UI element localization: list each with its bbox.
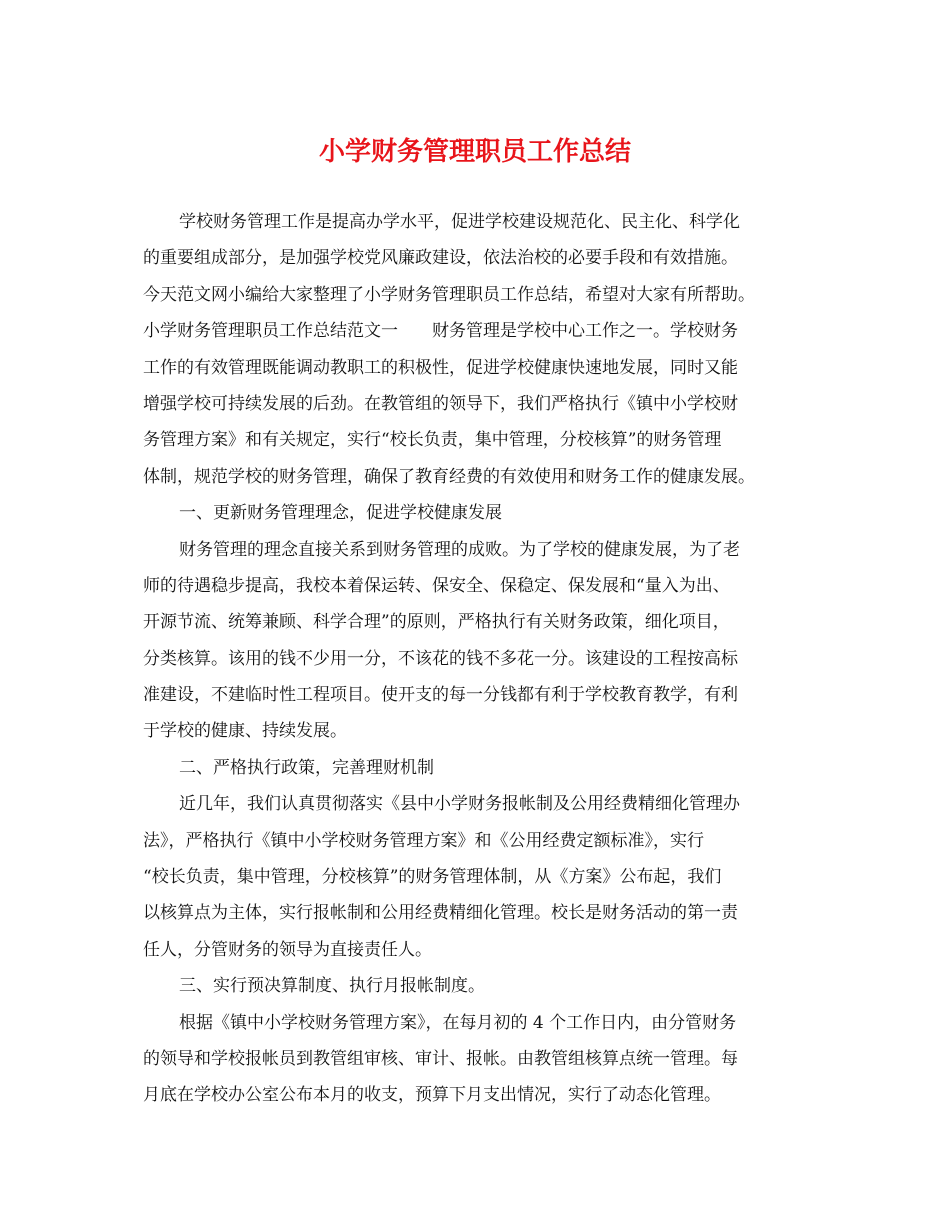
paragraph-line: 准建设，不建临时性工程项目。使开支的每一分钱都有利于学校教育教学，有利 — [143, 685, 738, 706]
paragraph-line: 近几年，我们认真贯彻落实《县中小学财务报帐制及公用经费精细化管理办 — [179, 794, 740, 815]
paragraph-line: 今天范文网小编给大家整理了小学财务管理职员工作总结，希望对大家有所帮助。 — [143, 284, 755, 305]
paragraph-line: 分类核算。该用的钱不少用一分，不该花的钱不多花一分。该建设的工程按高标 — [143, 648, 738, 669]
paragraph-line — [143, 313, 805, 349]
document-title: 小学财务管理职员工作总结 — [318, 137, 631, 167]
section-heading: 一、更新财务管理理念，促进学校健康发展 — [179, 503, 502, 524]
section-heading-sample-one: 小学财务管理职员工作总结范文一 — [143, 321, 398, 342]
paragraph-line: 任人，分管财务的领导为直接责任人。 — [143, 939, 432, 960]
paragraph-line: 工作的有效管理既能调动教职工的积极性，促进学校健康快速地发展，同时又能 — [143, 357, 738, 378]
paragraph-line: 法》，严格执行《镇中小学校财务管理方案》和《公用经费定额标准》，实行 — [143, 830, 704, 851]
paragraph-line: 务管理方案》和有关规定，实行“校长负责，集中管理，分校核算”的财务管理 — [143, 430, 722, 451]
paragraph-line: 开源节流、统筹兼顾、科学合理”的原则，严格执行有关财务政策，细化项目， — [143, 612, 730, 633]
paragraph-line: 师的待遇稳步提高，我校本着保运转、保安全、保稳定、保发展和“量入为出、 — [143, 575, 730, 596]
paragraph-line: 于学校的健康、持续发展。 — [143, 721, 347, 742]
paragraph-line: 学校财务管理工作是提高办学水平，促进学校建设规范化、民主化、科学化 — [179, 212, 740, 232]
section-heading: 二、严格执行政策，完善理财机制 — [179, 757, 434, 778]
paragraph-line: 月底在学校办公室公布本月的收支，预算下月支出情况，实行了动态化管理。 — [143, 1085, 721, 1106]
paragraph-line: 增强学校可持续发展的后劲。在教管组的领导下，我们严格执行《镇中小学校财 — [143, 393, 738, 414]
document-body — [143, 204, 805, 1114]
paragraph-text: 财务管理是学校中心工作之一。学校财务 — [432, 321, 738, 342]
paragraph-line: 根据《镇中小学校财务管理方案》，在每月初的 4 个工作日内，由分管财务 — [179, 1012, 737, 1033]
paragraph-line: 的领导和学校报帐员到教管组审核、审计、报帐。由教管组核算点统一管理。每 — [143, 1048, 738, 1069]
paragraph-line: 以核算点为主体，实行报帐制和公用经费精细化管理。校长是财务活动的第一责 — [143, 903, 738, 924]
paragraph-line: 财务管理的理念直接关系到财务管理的成败。为了学校的健康发展，为了老 — [179, 539, 740, 560]
paragraph-line: 体制，规范学校的财务管理，确保了教育经费的有效使用和财务工作的健康发展。 — [143, 466, 755, 487]
paragraph-line: “校长负责，集中管理，分校核算”的财务管理体制，从《方案》公布起，我们 — [143, 867, 722, 888]
paragraph-line: 的重要组成部分，是加强学校党风廉政建设，依法治校的必要手段和有效措施。 — [143, 248, 738, 269]
section-heading: 三、实行预决算制度、执行月报帐制度。 — [179, 976, 485, 997]
